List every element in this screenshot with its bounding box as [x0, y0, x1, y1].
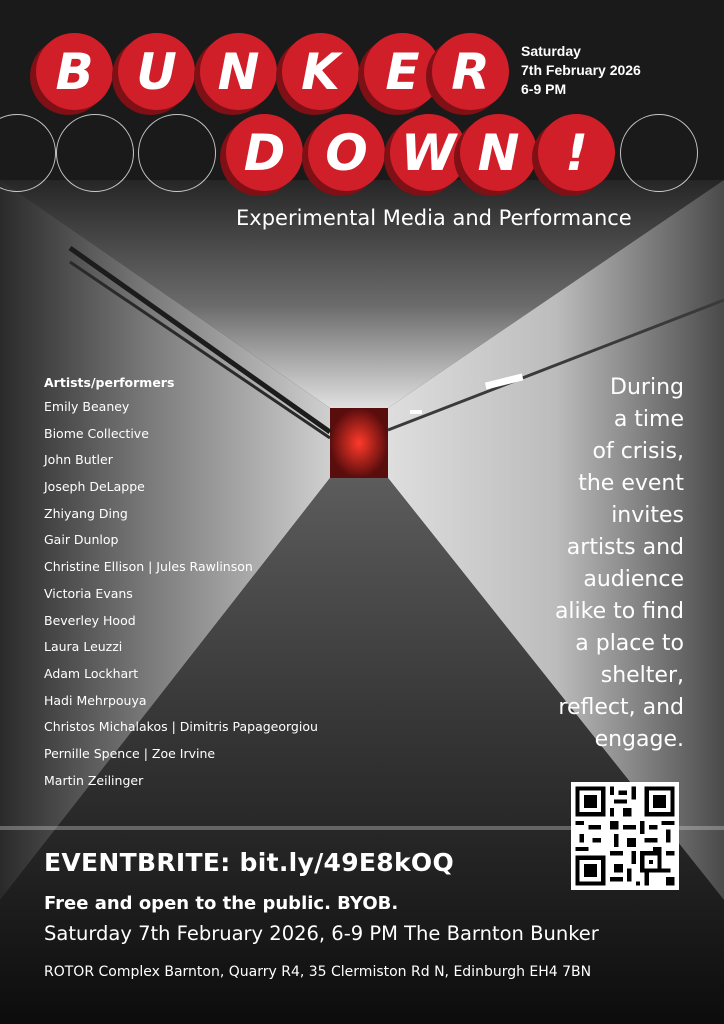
statement-line: a place to	[575, 631, 684, 656]
title-letter-k: K	[282, 33, 359, 110]
decorative-ring	[620, 114, 698, 192]
artist-name: Pernille Spence | Zoe Irvine	[44, 745, 216, 761]
decorative-ring	[56, 114, 134, 192]
statement-line: reflect, and	[558, 695, 684, 720]
artist-name: Christine Ellison | Jules Rawlinson	[44, 559, 253, 575]
event-when-where: Saturday 7th February 2026, 6-9 PM The Barnton Bunker	[44, 922, 599, 945]
event-day: Saturday	[521, 43, 581, 59]
statement-line: the event	[578, 471, 684, 496]
event-statement	[434, 372, 684, 756]
artist-name: Martin Zeilinger	[44, 772, 144, 788]
title-letter-o: O	[308, 114, 385, 191]
artist-name: Laura Leuzzi	[44, 639, 123, 655]
statement-line: alike to find	[554, 599, 684, 624]
title-letter-r: R	[432, 33, 509, 110]
event-time: 6-9 PM	[521, 81, 567, 97]
decorative-ring	[138, 114, 216, 192]
statement-line: invites	[611, 503, 684, 528]
artist-name: Joseph DeLappe	[44, 479, 145, 495]
qr-code-icon[interactable]	[571, 782, 679, 890]
date-block	[521, 42, 641, 99]
eventbrite-link[interactable]: EVENTBRITE: bit.ly/49E8kOQ	[44, 848, 455, 877]
title-letter-e: E	[364, 33, 441, 110]
statement-line: shelter,	[600, 663, 684, 688]
artist-name: Adam Lockhart	[44, 665, 139, 681]
artist-name: Emily Beaney	[44, 399, 130, 414]
title-letter-b: B	[36, 33, 113, 110]
subtitle: Experimental Media and Performance	[236, 206, 632, 230]
statement-line: of crisis,	[592, 439, 684, 464]
venue-address: ROTOR Complex Barnton, Quarry R4, 35 Clermiston Rd N, Edinburgh EH4 7BN	[44, 964, 592, 980]
statement-line: audience	[583, 567, 684, 592]
statement-line: artists and	[566, 535, 684, 560]
artist-name: Zhiyang Ding	[44, 505, 128, 521]
title-letter-n: N	[200, 33, 277, 110]
artist-name: Hadi Mehrpouya	[44, 692, 147, 708]
title-letter-w: W	[390, 114, 467, 191]
title-exclamation: !	[538, 114, 615, 191]
artist-name: Beverley Hood	[44, 612, 136, 628]
admission-note: Free and open to the public. BYOB.	[44, 893, 399, 914]
title-letter-u: U	[118, 33, 195, 110]
event-date: 7th February 2026	[521, 62, 641, 78]
title-letter-d: D	[226, 114, 303, 191]
artist-name: Biome Collective	[44, 425, 149, 441]
statement-line: During	[610, 375, 684, 400]
statement-line: engage.	[594, 727, 684, 752]
title-letter-n2: N	[460, 114, 537, 191]
statement-line: a time	[613, 407, 684, 432]
artist-name: Victoria Evans	[44, 585, 133, 601]
artists-list	[44, 375, 318, 799]
artist-name: Gair Dunlop	[44, 532, 119, 548]
artist-name: John Butler	[44, 452, 113, 468]
artist-name: Christos Michalakos | Dimitris Papageorgiou	[44, 719, 318, 735]
artists-heading: Artists/performers	[44, 375, 175, 390]
